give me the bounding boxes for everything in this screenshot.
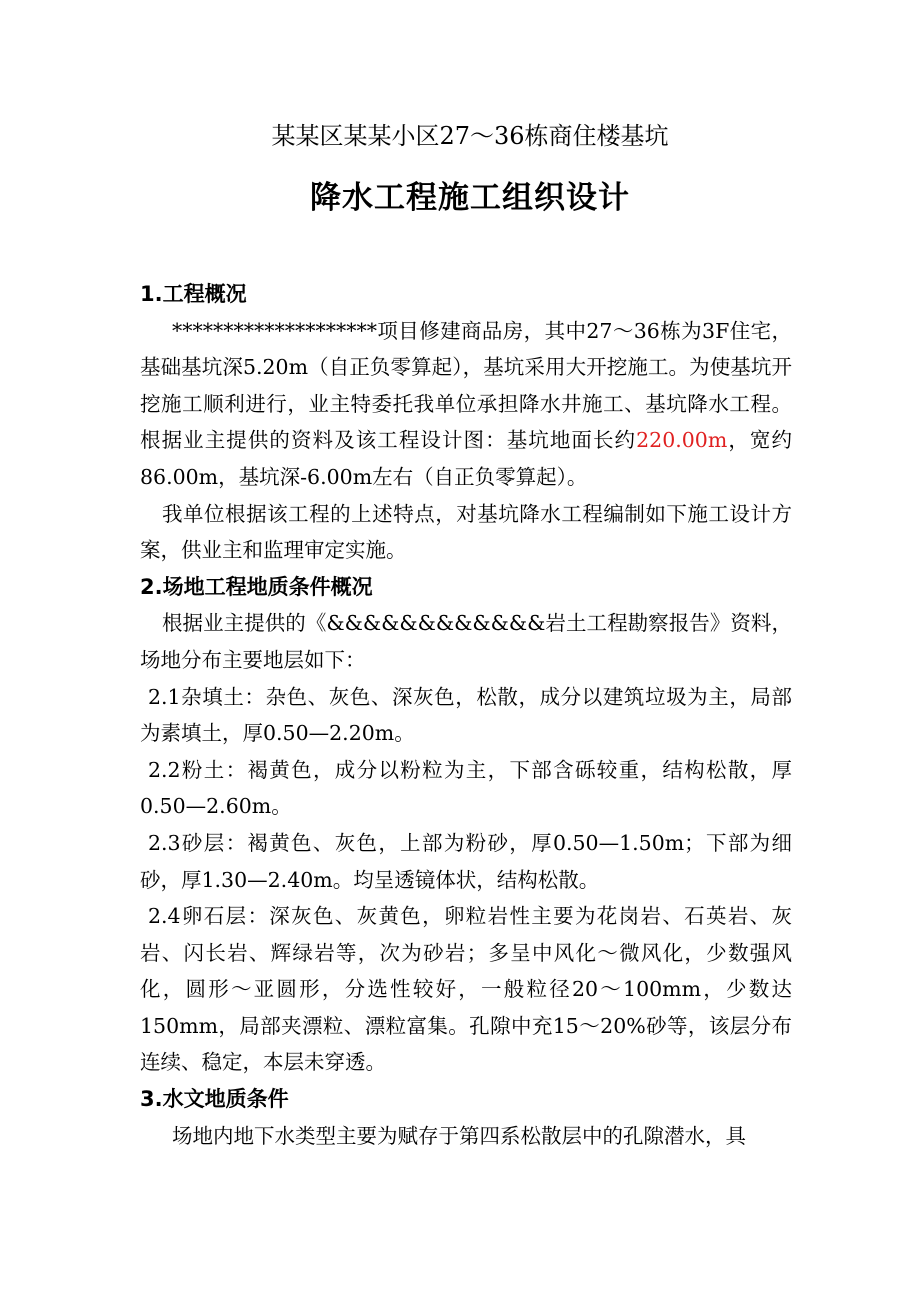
- section2-layer-1: 2.1杂填土：杂色、灰色、深灰色，松散，成分以建筑垃圾为主，局部为素填土，厚0.50—2.20m。: [140, 684, 792, 746]
- section2-layer-4: 2.4卵石层：深灰色、灰黄色，卵粒岩性主要为花岗岩、石英岩、灰岩、闪长岩、辉绿岩等，次为砂岩；多呈中风化～微风化，少数强风化，圆形～亚圆形，分选性较好，一般粒径20～100mm，少数达150mm，局部夹漂粒、漂粒富集。孔隙中充15～20%砂等，该层分布连续、稳定，本层未穿透。: [140, 904, 792, 1075]
- section1-paragraph1-highlight: 220.00m: [636, 428, 728, 453]
- document-title-line1: 某某区某某小区27～36栋商住楼基坑: [271, 122, 669, 150]
- document-body: [140, 276, 792, 1154]
- section3-heading: 3.水文地质条件: [140, 1087, 289, 1112]
- section2-layer-2: 2.2粉土：褐黄色，成分以粉粒为主，下部含砾较重，结构松散，厚0.50—2.60m。: [140, 757, 792, 819]
- section1-paragraph1-text-b: ，宽约86.00m，基坑深-6.00m左右（自正负零算起）。: [140, 428, 793, 489]
- section2-layer-3: 2.3砂层：褐黄色、灰色，上部为粉砂，厚0.50—1.50m；下部为细砂，厚1.30—2.40m。均呈透镜体状，结构松散。: [140, 830, 792, 892]
- document-title-line2: 降水工程施工组织设计: [310, 180, 630, 216]
- section3-paragraph1: 场地内地下水类型主要为赋存于第四系松散层中的孔隙潜水，具: [172, 1123, 746, 1148]
- section1-paragraph2: 我单位根据该工程的上述特点，对基坑降水工程编制如下施工设计方案，供业主和监理审定实施。: [140, 501, 792, 563]
- section1-heading: 1.工程概况: [140, 282, 247, 306]
- section2-intro: 根据业主提供的《&&&&&&&&&&&&岩土工程勘察报告》资料，场地分布主要地层如下：: [140, 611, 792, 672]
- section1-paragraph1-text-a: ********************项目修建商品房，其中27～36栋为3F住宅，基础基坑深5.20m（自正负零算起），基坑采用大开挖施工。为使基坑开挖施工顺利进行，业主特委托我单位承担降水井施工、基坑降水工程。根据业主提供的资料及该工程设计图：基坑地面长约: [140, 318, 792, 453]
- section1-paragraph1: [140, 313, 792, 496]
- section2-heading: 2.场地工程地质条件概况: [140, 574, 373, 599]
